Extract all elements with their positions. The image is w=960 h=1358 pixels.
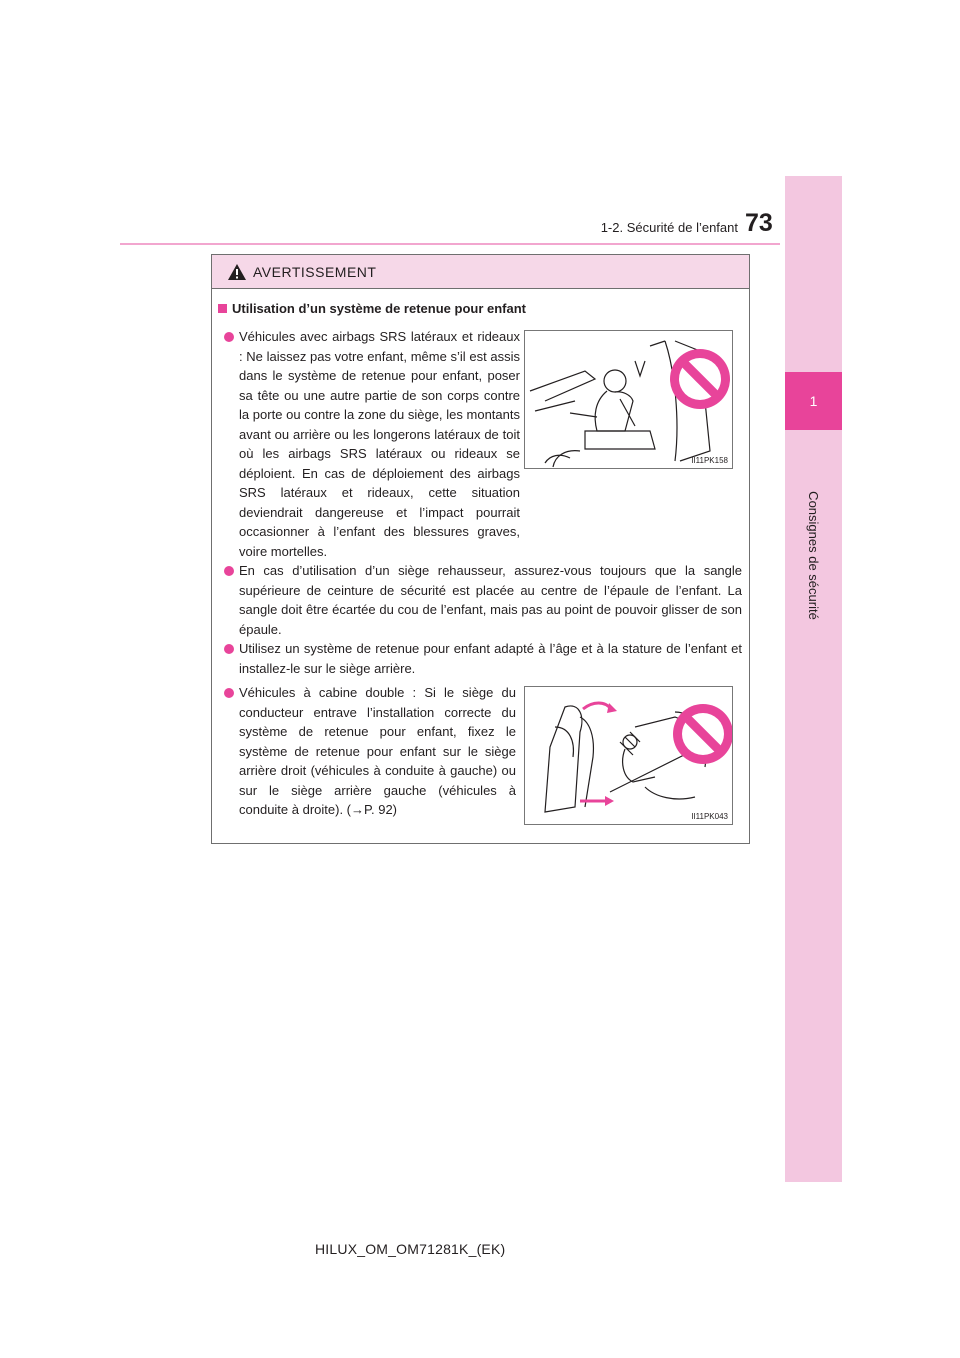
warning-subheading-text: Utilisation d’un système de retenue pour enfant (232, 301, 526, 316)
warning-title: AVERTISSEMENT (253, 263, 377, 280)
bullet-dot-icon (224, 566, 234, 576)
bullet-dot-icon (224, 332, 234, 342)
warning-bullet (224, 683, 516, 820)
document-code: HILUX_OM_OM71281K_(EK) (315, 1241, 506, 1257)
warning-bullet (224, 639, 742, 678)
chapter-title-container (785, 440, 842, 670)
driver-seat-illustration (525, 687, 732, 824)
warning-bullet-text: Véhicules à cabine double : Si le siège du conducteur entrave l’installation correcte du système de retenue pour enfant, fixez le système de retenue pour enfant sur le siège arrière droit (véhicules à conduite à gauche) ou sur le siège arrière gauche (véhicules à conduite à droite). (→P. 92) (239, 685, 516, 817)
warning-triangle-icon (227, 263, 247, 281)
child-booster-illustration (525, 331, 732, 468)
warning-bullet (224, 327, 520, 561)
figure-driver-seat-child-seat (524, 686, 733, 825)
warning-header (212, 255, 749, 289)
chapter-number: 1 (809, 393, 818, 409)
warning-bullet-text: Utilisez un système de retenue pour enfant adapté à l’âge et à la stature de l’enfant et installez-le sur le siège arrière. (239, 641, 742, 676)
header-divider (120, 243, 780, 245)
chapter-title: Consignes de sécurité (806, 490, 822, 620)
bullet-dot-icon (224, 688, 234, 698)
warning-bullet-text: Véhicules avec airbags SRS latéraux et rideaux : Ne laissez pas votre enfant, même s’il est assis dans le système de retenue pour enfant, poser sa tête ou une autre partie de son corps contre la porte ou contre la zone du siège, les montants avant ou arrière ou les longerons latéraux de toit où les airbags SRS latéraux ou rideaux se déploient. En cas de déploiement des airbags SRS latéraux et rideaux, cette situation deviendrait dangereuse et l’impact pourrait occasionner à l’enfant des blessures graves, voire mortelles. (239, 329, 520, 559)
chapter-number-tab[interactable] (785, 372, 842, 430)
figure-code: II11PK158 (691, 456, 728, 465)
figure-code: II11PK043 (691, 812, 728, 821)
square-bullet-icon (218, 304, 227, 313)
warning-subheading (218, 301, 526, 316)
warning-bullet (224, 561, 742, 639)
bullet-dot-icon (224, 644, 234, 654)
warning-bullet-text: En cas d’utilisation d’un siège rehausseur, assurez-vous toujours que la sangle supérieure de ceinture de sécurité est placée au centre de l’épaule de l’enfant. La sangle doit être écartée du cou de l’enfant, mais pas au point de pouvoir glisser de son épaule. (239, 563, 742, 637)
page-number: 73 (745, 209, 773, 237)
warning-box (211, 254, 750, 844)
chapter-tab (785, 176, 842, 1182)
section-title: 1-2. Sécurité de l’enfant (600, 220, 738, 235)
figure-child-booster-seat (524, 330, 733, 469)
